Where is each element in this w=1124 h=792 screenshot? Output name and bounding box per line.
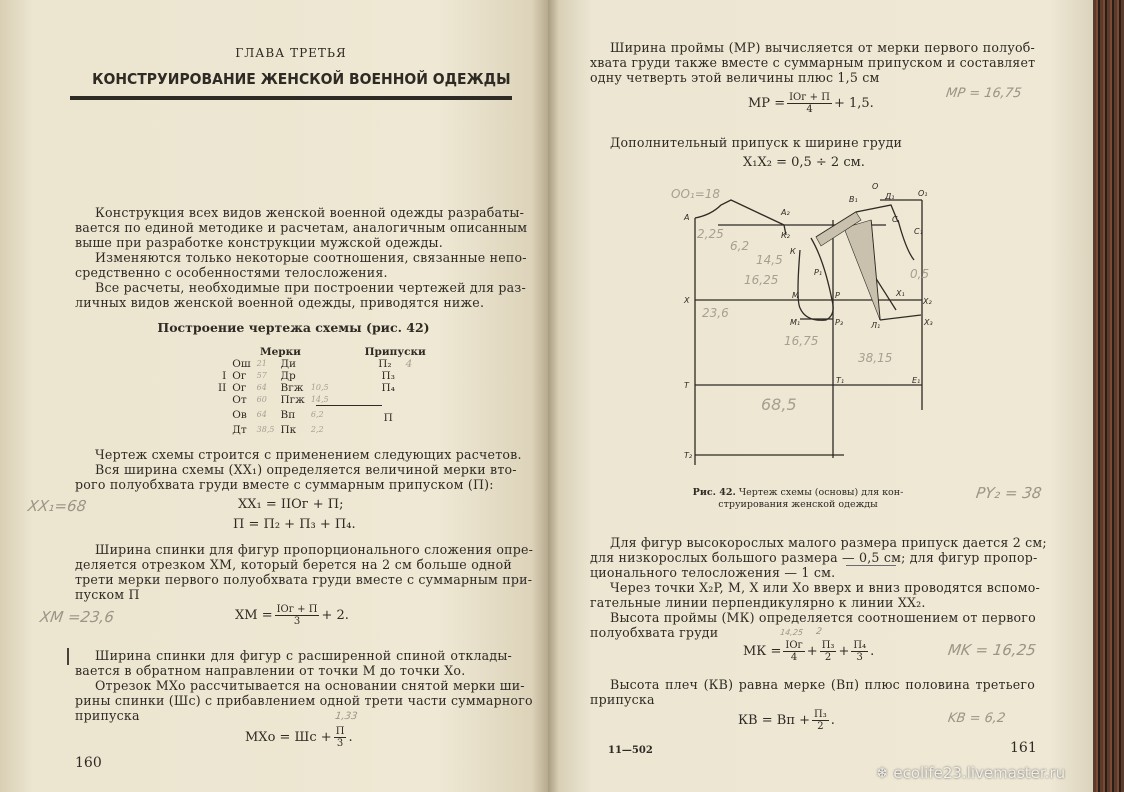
chapter-label: ГЛАВА ТРЕТЬЯ <box>235 46 347 60</box>
text-line: Все расчеты, необходимые при построении чертежей для раз- <box>95 280 526 295</box>
title-rule <box>70 96 512 100</box>
roman-numeral <box>215 424 229 436</box>
text-line: Через точки X₂P, М, Х или Хо вверх и вниз проводятся вспомо- <box>610 580 1040 595</box>
formula-mxo <box>245 726 353 749</box>
label-d1: Д₁ <box>885 192 895 201</box>
label-c: С <box>892 215 898 224</box>
allowance <box>362 406 429 424</box>
caption-text: Чертеж схемы (основы) для кон- <box>738 487 904 498</box>
label-p: Р <box>835 291 840 300</box>
measure: Др <box>280 370 296 382</box>
text-line: деляется отрезком XM, который берется на 2 см больше одной <box>75 557 512 572</box>
allowance <box>362 358 429 370</box>
armhole <box>798 238 833 320</box>
measurements-table <box>215 346 429 436</box>
numerator: П₄ <box>853 640 867 651</box>
formula-rhs: . <box>348 730 353 745</box>
denominator: 3 <box>293 616 301 627</box>
allowance <box>362 424 429 436</box>
label-a: А <box>684 213 690 222</box>
formula-p: П = П₂ + П₃ + П₄. <box>233 517 356 532</box>
handwritten-note: MP = 16,75 <box>944 86 1023 101</box>
book-edge <box>1093 0 1124 792</box>
label-x3: Х₃ <box>924 318 933 327</box>
denominator: 4 <box>790 652 798 663</box>
numerator: П₃ <box>821 640 835 651</box>
handwritten-note: 1,33 <box>334 711 359 722</box>
text-line: Высота плеч (КВ) равна мерке (Вп) плюс половина третьего <box>610 677 1035 692</box>
formula-x1x2: X₁X₂ = 0,5 ÷ 2 см. <box>743 155 865 170</box>
label-t2: Т₂ <box>684 451 693 460</box>
caption-text: струирования женской одежды <box>718 499 878 510</box>
text-line: ционального телосложения — 1 см. <box>590 565 836 580</box>
table-row <box>215 370 429 382</box>
label-o1: О₁ <box>918 189 928 198</box>
paragraph: Дополнительный припуск к ширине груди <box>610 135 903 150</box>
hand-value: 6,2 <box>310 410 324 419</box>
text-line: Конструкция всех видов женской военной одежды разрабаты- <box>95 205 525 220</box>
numerator: П <box>335 726 345 737</box>
figure-caption <box>648 487 948 511</box>
text-line: средственно с особенностями телосложения. <box>75 265 388 280</box>
measure: От <box>232 394 247 406</box>
hand-value: 60 <box>256 395 267 404</box>
hand-note: 6,2 <box>730 239 750 253</box>
table-header-measures: Мерки <box>259 346 301 358</box>
text-line: вается в обратном направлении от точки М до точки Хо. <box>75 663 466 678</box>
text-line: рого полуобхвата груди вместе с суммарным припуском (П): <box>75 477 494 492</box>
formula-rhs: + 2. <box>321 608 349 623</box>
measure: Ов <box>232 409 247 421</box>
hand-value <box>308 358 332 370</box>
roman-numeral <box>215 394 229 406</box>
allowance-symbol: П₄ <box>381 382 395 394</box>
measure: Ош <box>232 358 251 370</box>
handwritten-note: 2 <box>815 627 823 637</box>
spacer <box>332 424 362 436</box>
text-line: Высота проймы (МК) определяется соотношением от первого <box>610 610 1036 625</box>
table-row <box>215 358 429 370</box>
hand-note: 14,5 <box>756 253 783 267</box>
hand-value: 57 <box>256 371 267 380</box>
printer-signature: 11—502 <box>608 745 653 756</box>
label-t: Т <box>684 381 689 390</box>
measure: Ог <box>232 370 247 382</box>
text-line: Отрезок МХо рассчитывается на основании снятой мерки ши- <box>95 678 525 693</box>
text-line: трети мерки первого полуобхвата груди вместе с суммарным при- <box>75 572 533 587</box>
text-line: Для фигур высокорослых малого размера припуск дается 2 см; <box>610 535 1047 550</box>
hand-value: 64 <box>256 410 267 419</box>
denominator: 3 <box>336 738 344 749</box>
section-subheading: Построение чертежа схемы (рис. 42) <box>157 320 430 335</box>
hand-note: ОО₁=18 <box>671 187 721 201</box>
hand-note: 2,25 <box>697 227 724 241</box>
text-line: Ширина проймы (МР) вычисляется от мерки первого полуоб- <box>610 40 1035 55</box>
measure: Вгж <box>280 382 304 394</box>
measure: Ог <box>232 382 247 394</box>
figure-42-drawing <box>666 180 936 470</box>
left-page <box>0 0 548 792</box>
numerator: IОг + П <box>789 92 830 103</box>
label-x: Х <box>684 296 690 305</box>
text-line: припуска <box>75 708 140 723</box>
text-line: одну четверть этой величины плюс 1,5 см <box>590 70 880 85</box>
formula-lhs: КВ = Вп + <box>738 713 811 728</box>
denominator: 2 <box>824 652 832 663</box>
allowance <box>362 370 429 382</box>
allowance-symbol: П₂ <box>378 358 392 370</box>
roman-numeral <box>215 406 229 424</box>
table-row <box>215 406 429 424</box>
handwritten-note: KB = 6,2 <box>946 711 1007 726</box>
denominator: 2 <box>817 721 824 732</box>
margin-mark <box>67 648 69 665</box>
label-e1: Е₁ <box>912 376 921 385</box>
hand-note: 68,5 <box>761 395 797 414</box>
handwritten-note: PY₂ = 38 <box>974 484 1043 502</box>
text-line: вается по единой методике и расчетам, аналогичным описанным <box>75 220 528 235</box>
measure: Пк <box>280 424 297 436</box>
formula-kb <box>738 709 835 732</box>
sum-rule <box>316 405 382 406</box>
text-line: выше при разработке конструкции мужской одежды. <box>75 235 443 250</box>
denominator: 4 <box>806 104 813 115</box>
page-number: 160 <box>75 755 102 771</box>
roman-numeral: I <box>222 370 227 382</box>
text-line: Чертеж схемы строится с применением следующих расчетов. <box>95 447 522 462</box>
table-row <box>215 424 429 436</box>
text-line: Ширина спинки для фигур с расширенной спиной отклады- <box>95 648 512 663</box>
formula-lhs: XM = <box>235 608 273 623</box>
roman-numeral <box>215 358 229 370</box>
numerator: IОг <box>785 640 803 651</box>
allowance <box>362 382 429 394</box>
hand-value: 2,2 <box>310 425 324 434</box>
formula-lhs: МХо = Шс + <box>245 730 332 745</box>
hem-curve <box>880 315 921 320</box>
spacer <box>332 370 362 382</box>
numerator: П₃ <box>814 709 827 720</box>
measure: Пгж <box>280 394 305 406</box>
label-k: К <box>790 247 796 256</box>
spacer <box>332 406 362 424</box>
hand-value: 14,5 <box>310 395 329 404</box>
text-line: пуском П <box>75 587 140 602</box>
figure-labels <box>683 182 933 460</box>
measure: Вп <box>280 409 296 421</box>
hand-note: 16,75 <box>784 334 819 348</box>
formula-rhs: . <box>830 713 835 728</box>
roman-numeral: II <box>218 382 227 394</box>
handwritten-note: MK = 16,25 <box>946 641 1038 659</box>
snowflake-icon: ❄ <box>876 764 894 782</box>
text-line: припуска <box>590 692 655 707</box>
text-line: рины спинки (Шс) с прибавлением одной трети части суммарного <box>75 693 533 708</box>
formula-lhs: МК = <box>743 644 782 659</box>
formula-xx1: XX₁ = IIОг + П; <box>238 497 344 512</box>
watermark <box>876 764 1065 782</box>
chapter-title: КОНСТРУИРОВАНИЕ ЖЕНСКОЙ ВОЕННОЙ ОДЕЖДЫ <box>92 70 511 88</box>
formula-rhs: + 1,5. <box>833 96 874 111</box>
text-line: личных видов женской военной одежды, приводятся ниже. <box>75 295 485 310</box>
label-x1: Х₁ <box>896 289 905 298</box>
formula-mk: МК = $\frac{\text{IОг}}{4}$ + $\frac{\text{П₃}}{2}$ + $\frac{\text{П₄}}{3}$ . <box>743 640 875 663</box>
front-neck <box>898 220 914 260</box>
text-line: Ширина спинки для фигур пропорционального сложения опре- <box>95 542 534 557</box>
hand-value: 4 <box>405 358 413 370</box>
spacer <box>332 382 362 394</box>
caption-number: Рис. 42. <box>692 487 736 498</box>
handwritten-note: XX₁=68 <box>26 497 88 515</box>
hand-value <box>308 370 332 382</box>
spacer <box>332 358 362 370</box>
label-x2: Х₂ <box>923 297 932 306</box>
label-p1: Р₁ <box>814 268 823 277</box>
right-page <box>548 0 1093 792</box>
formula-xm <box>235 604 349 627</box>
label-b1: В₁ <box>849 195 858 204</box>
text-line: гательные линии перпендикулярно к линии XX₂. <box>590 595 926 610</box>
label-l1: Л₁ <box>871 321 881 330</box>
hatched-dart <box>844 220 880 320</box>
label-p3: Р₃ <box>835 318 844 327</box>
hand-value: 64 <box>256 383 267 392</box>
formula-mp <box>748 92 874 115</box>
hand-note: 0,5 <box>910 267 930 281</box>
handwritten-note: XM =23,6 <box>38 608 116 626</box>
text-line: хвата груди также вместе с суммарным припуском и составляет <box>590 55 1036 70</box>
pencil-underline <box>846 565 896 566</box>
label-t1: Т₁ <box>836 376 845 385</box>
numerator: IОг + П <box>276 604 318 615</box>
formula-rhs: . <box>870 644 875 659</box>
hand-note: 23,6 <box>702 306 729 320</box>
label-a2: А₂ <box>781 208 790 217</box>
label-k2: К₂ <box>781 231 790 240</box>
label-m: М <box>792 291 799 300</box>
allowance-symbol: П₃ <box>381 370 395 382</box>
table-header-allowances: Припуски <box>364 346 426 358</box>
label-o: О <box>872 182 879 191</box>
measure: Дт <box>232 424 247 436</box>
formula-lhs: MP = <box>748 96 786 111</box>
hand-value: 21 <box>256 359 267 368</box>
text-line: полуобхвата груди <box>590 625 719 640</box>
hand-value: 38,5 <box>256 425 275 434</box>
hand-value: 10,5 <box>310 383 329 392</box>
label-c1: С₁ <box>914 227 923 236</box>
hand-note: 16,25 <box>744 273 779 287</box>
text-line: Изменяются только некоторые соотношения, связанные непо- <box>95 250 527 265</box>
page-number: 161 <box>1010 740 1037 756</box>
table-row <box>215 382 429 394</box>
handwritten-note: 14,25 <box>779 628 804 637</box>
hand-note: 38,15 <box>858 351 893 365</box>
text-line: Вся ширина схемы (XX₁) определяется величиной мерки вто- <box>95 462 517 477</box>
text-line: для низкорослых большого размера — 0,5 см; для фигур пропор- <box>590 550 1038 565</box>
measure: Ди <box>280 358 297 370</box>
denominator: 3 <box>856 652 863 663</box>
watermark-text: ecolife23.livemaster.ru <box>893 764 1066 782</box>
allowance-symbol: П <box>383 412 393 424</box>
label-m1: М₁ <box>790 318 801 327</box>
